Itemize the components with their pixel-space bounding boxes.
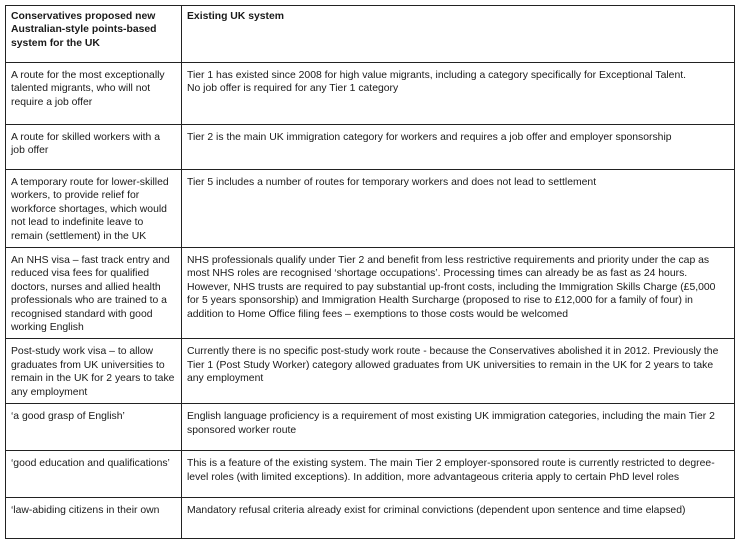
proposal-cell: A temporary route for lower-skilled workers, to provide relief for workforce shortages, which would not lead to indefinite leave to remain (settlement) in the UK	[6, 170, 182, 248]
table-row	[6, 339, 735, 404]
existing-cell: Tier 5 includes a number of routes for temporary workers and does not lead to settlement	[182, 170, 735, 248]
table-row	[6, 170, 735, 248]
table-header-row	[6, 6, 735, 63]
table-row	[6, 125, 735, 170]
header-proposal: Conservatives proposed new Australian-style points-based system for the UK	[6, 6, 182, 63]
table-row	[6, 404, 735, 451]
existing-cell	[182, 63, 735, 125]
table-row	[6, 451, 735, 498]
proposal-cell: An NHS visa – fast track entry and reduced visa fees for qualified doctors, nurses and allied health professionals who are trained to a recognised standard with good working English	[6, 248, 182, 339]
proposal-cell: ‘a good grasp of English’	[6, 404, 182, 451]
proposal-cell: Post-study work visa – to allow graduates from UK universities to remain in the UK for 2 years to take any employment	[6, 339, 182, 404]
existing-cell: NHS professionals qualify under Tier 2 and benefit from less restrictive requirements and priority under the cap as most NHS roles are recognised ‘shortage occupations’. Processing times can already be as fast as 24 hours. However, NHS trusts are required to pay substantial up-front costs, including the Immigration Skills Charge (£5,000 for 5 years sponsorship) and Immigration Health Surcharge (proposed to rise to £12,000 for a family of four) in addition to Home Office filing fees – exemptions to those costs would be welcomed	[182, 248, 735, 339]
existing-cell: This is a feature of the existing system. The main Tier 2 employer-sponsored route is currently restricted to degree-level roles (with limited exceptions). In addition, more advantageous criteria apply to certain PhD level roles	[182, 451, 735, 498]
proposal-cell: ‘law-abiding citizens in their own	[6, 498, 182, 539]
existing-cell: English language proficiency is a requirement of most existing UK immigration categories, including the main Tier 2 sponsored worker route	[182, 404, 735, 451]
existing-cell: Currently there is no specific post-study work route - because the Conservatives abolished it in 2012. Previously the Tier 1 (Post Study Worker) category allowed graduates from UK universities to remain in the UK for 2 years to take any employment	[182, 339, 735, 404]
table-row	[6, 248, 735, 339]
existing-cell: Tier 2 is the main UK immigration category for workers and requires a job offer and employer sponsorship	[182, 125, 735, 170]
table-row	[6, 63, 735, 125]
existing-cell: Mandatory refusal criteria already exist for criminal convictions (dependent upon sentence and time elapsed)	[182, 498, 735, 539]
proposal-cell: A route for skilled workers with a job offer	[6, 125, 182, 170]
table-row	[6, 498, 735, 539]
existing-line: Tier 1 has existed since 2008 for high value migrants, including a category specifically for Exceptional Talent. No job offer is required for any Tier 1 category	[187, 70, 687, 95]
proposal-cell: A route for the most exceptionally talented migrants, who will not require a job offer	[6, 63, 182, 125]
proposal-cell: ‘good education and qualifications’	[6, 451, 182, 498]
comparison-table	[5, 5, 735, 539]
header-existing: Existing UK system	[182, 6, 735, 63]
